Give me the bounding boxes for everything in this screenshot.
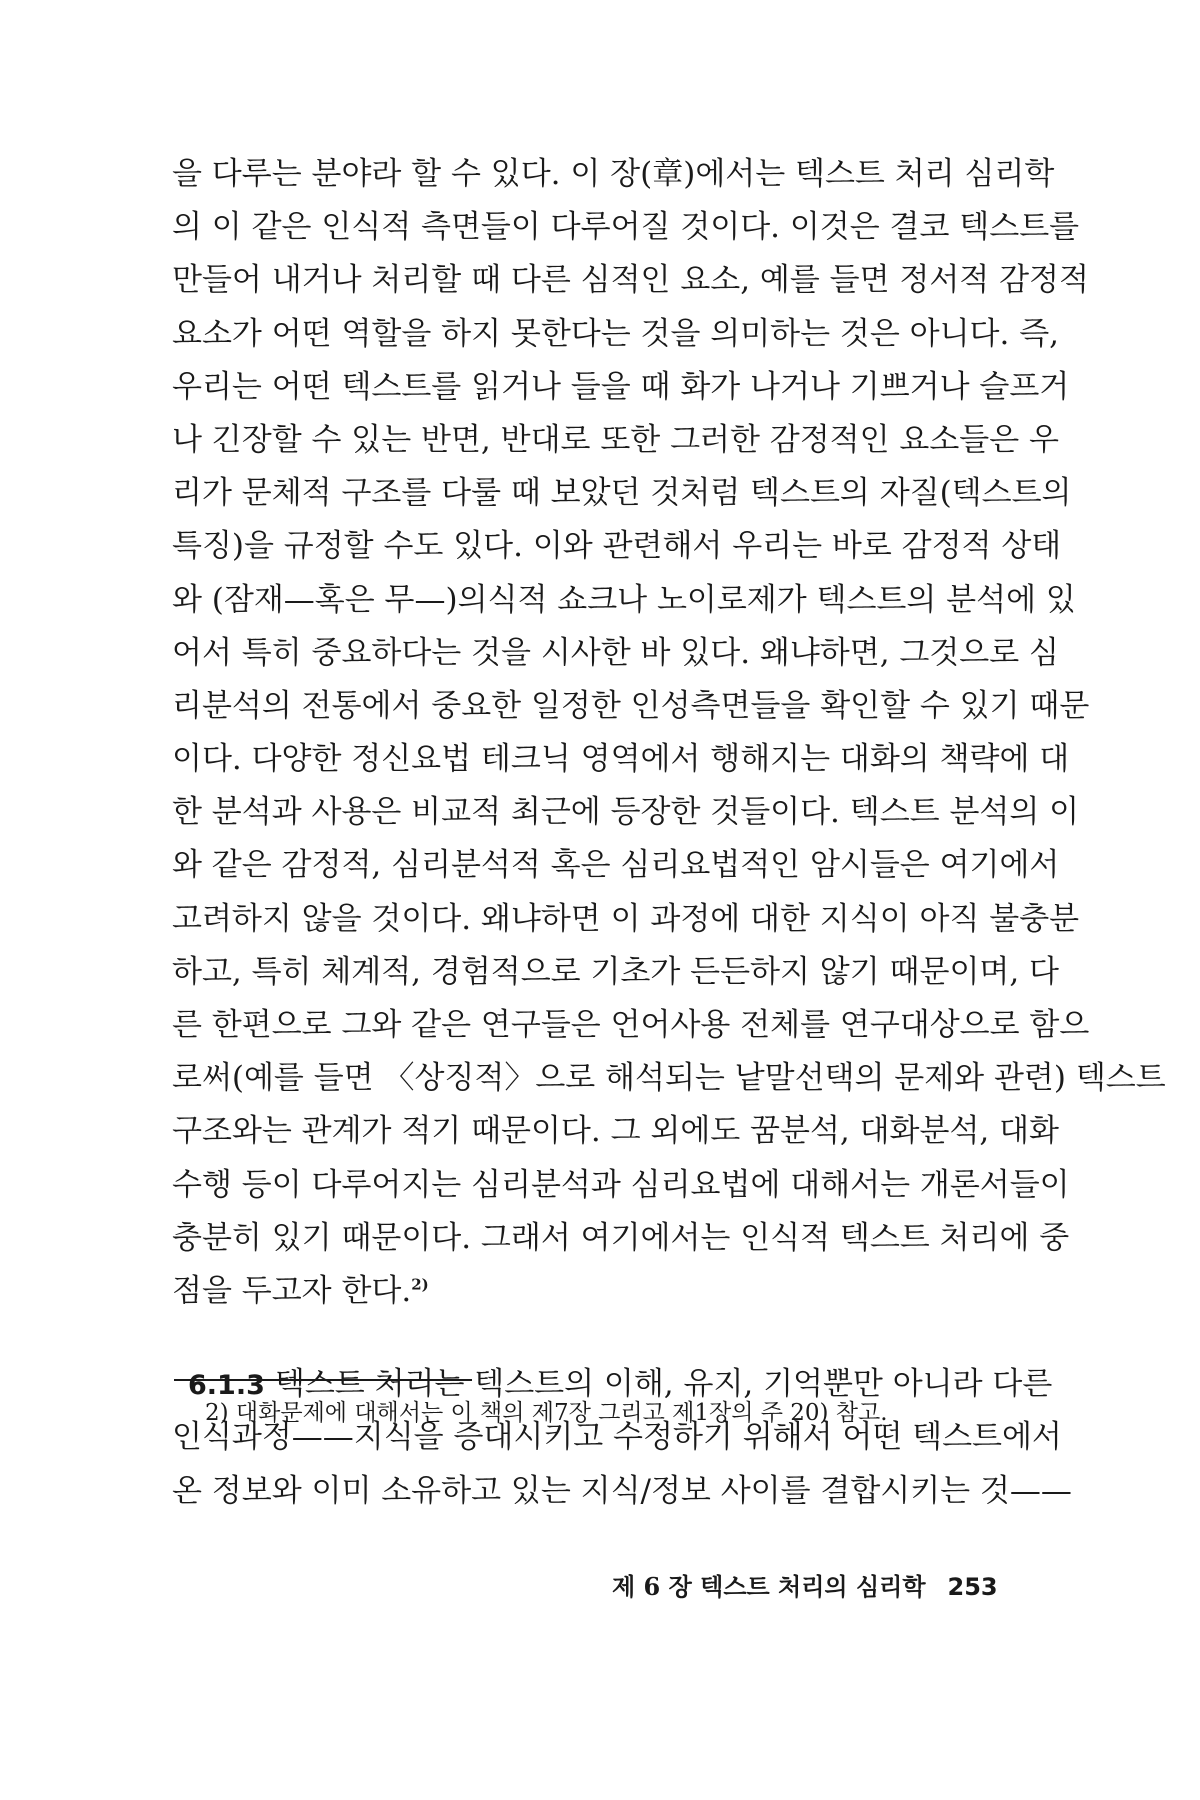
footnote: 2) 대화문제에 대해서는 이 책의 제7장 그리고 제1장의 주 20) 참고.: [205, 1400, 888, 1426]
text-line: 한 분석과 사용은 비교적 최근에 등장한 것들이다. 텍스트 분석의 이: [172, 794, 1080, 831]
text-line: 른 한편으로 그와 같은 연구들은 언어사용 전체를 연구대상으로 함으: [172, 1007, 1090, 1043]
text-line: 특징)을 규정할 수도 있다. 이와 관련해서 우리는 바로 감정적 상태: [172, 528, 1062, 565]
section-text: 텍스트 처리는 텍스트의 이해, 유지, 기억뿐만 아니라 다른: [274, 1366, 1053, 1403]
footnote-rule: [174, 1379, 472, 1381]
page-number: 253: [947, 1573, 998, 1601]
body-text: [172, 148, 1166, 1518]
text-line: 구조와는 관계가 적기 때문이다. 그 외에도 꿈분석, 대화분석, 대화: [172, 1113, 1059, 1150]
text-line-last: [172, 1265, 1032, 1318]
footnote-reference[interactable]: 2): [411, 1275, 429, 1294]
running-head: 제 6 장 텍스트 처리의 심리학: [612, 1572, 926, 1601]
section-number: 6.1.3: [188, 1370, 265, 1402]
paragraph-end-text: 점을 두고자 한다.: [172, 1272, 412, 1309]
section-gap: [172, 1318, 1032, 1358]
text-line: 수행 등이 다루어지는 심리분석과 심리요법에 대해서는 개론서들이: [172, 1166, 1070, 1203]
text-line: 리가 문체적 구조를 다룰 때 보았던 것처럼 텍스트의 자질(텍스트의: [172, 475, 1072, 512]
text-line: 와 같은 감정적, 심리분석적 혹은 심리요법적인 암시들은 여기에서: [172, 847, 1060, 884]
running-footer: [612, 1572, 998, 1602]
text-line: 을 다루는 분야라 할 수 있다. 이 장(章)에서는 텍스트 처리 심리학: [172, 156, 1055, 192]
text-line: 우리는 어떤 텍스트를 읽거나 들을 때 화가 나거나 기쁘거나 슬프거: [172, 368, 1070, 405]
text-line: 온 정보와 이미 소유하고 있는 지식/정보 사이를 결합시키는 것——: [172, 1472, 1072, 1509]
text-line: 리분석의 전통에서 중요한 일정한 인성측면들을 확인할 수 있기 때문: [172, 687, 1090, 724]
text-line: 의 이 같은 인식적 측면들이 다루어질 것이다. 이것은 결코 텍스트를: [172, 209, 1080, 246]
text-line: 하고, 특히 체계적, 경험적으로 기초가 든든하지 않기 때문이며, 다: [172, 953, 1059, 990]
text-line: 인식과정——지식을 증대시키고 수정하기 위해서 어떤 텍스트에서: [172, 1419, 1062, 1456]
text-line: 충분히 있기 때문이다. 그래서 여기에서는 인식적 텍스트 처리에 중: [172, 1219, 1070, 1256]
text-line: 어서 특히 중요하다는 것을 시사한 바 있다. 왜냐하면, 그것으로 심: [172, 634, 1059, 671]
text-line: 요소가 어떤 역할을 하지 못한다는 것을 의미하는 것은 아니다. 즉,: [172, 315, 1059, 352]
text-line: 나 긴장할 수 있는 반면, 반대로 또한 그러한 감정적인 요소들은 우: [172, 421, 1059, 458]
text-line: 로써(예를 들면 〈상징적〉으로 해석되는 낱말선택의 문제와 관련) 텍스트: [172, 1060, 1166, 1097]
text-line: 와 (잠재—혹은 무—)의식적 쇼크나 노이로제가 텍스트의 분석에 있: [172, 581, 1076, 618]
text-line: 만들어 내거나 처리할 때 다른 심적인 요소, 예를 들면 정서적 감정적: [172, 262, 1089, 299]
text-line: 이다. 다양한 정신요법 테크닉 영역에서 행해지는 대화의 책략에 대: [172, 741, 1070, 778]
text-line: 고려하지 않을 것이다. 왜냐하면 이 과정에 대한 지식이 아직 불충분: [172, 900, 1080, 937]
